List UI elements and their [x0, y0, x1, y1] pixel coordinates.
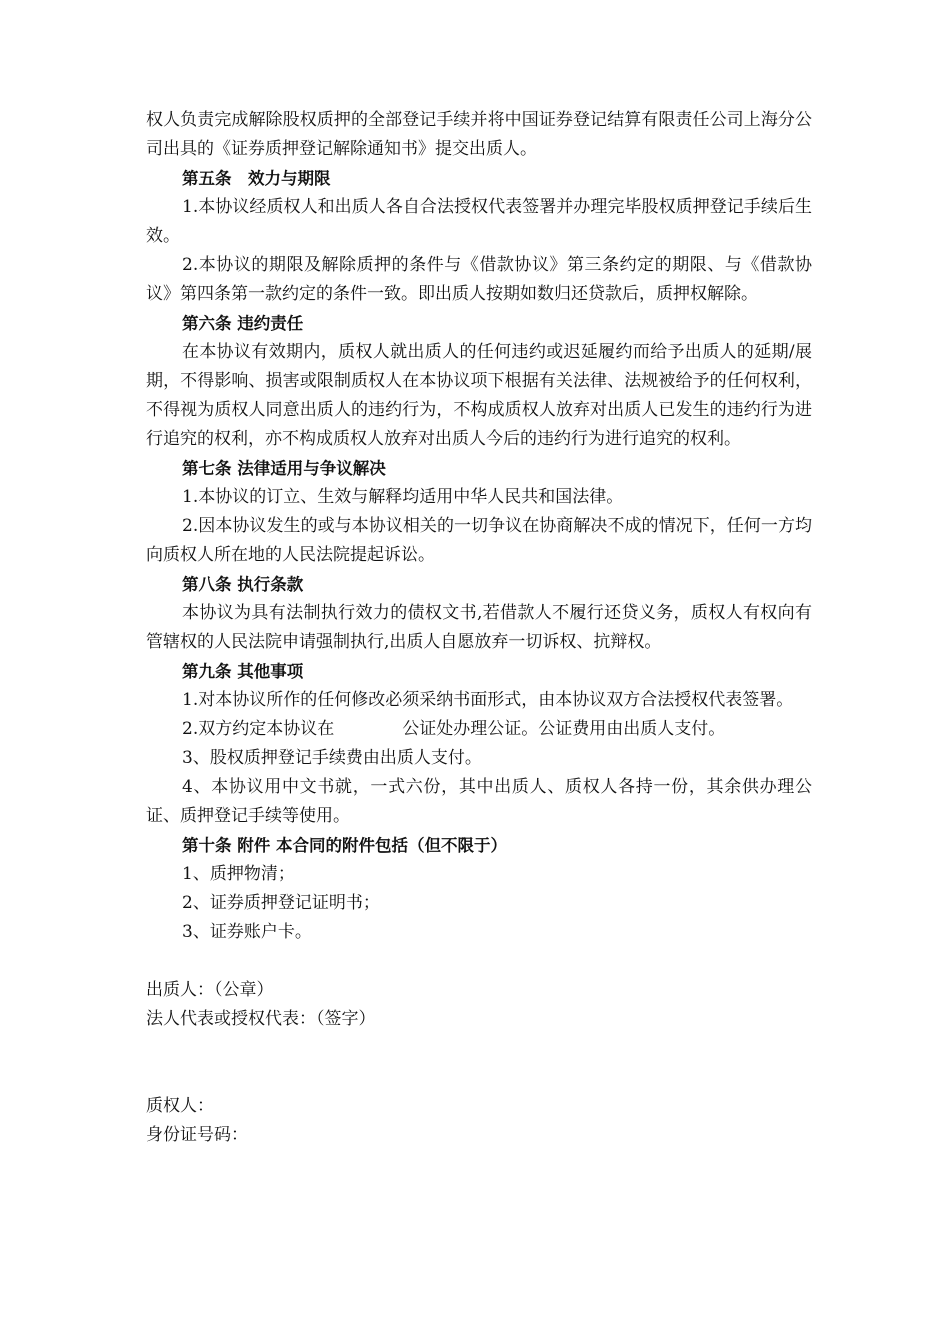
article-9-clause-1: 1.对本协议所作的任何修改必须采纳书面形式，由本协议双方合法授权代表签署。	[182, 690, 794, 710]
article-5-title: 第五条 效力与期限	[182, 169, 331, 188]
pledgor-representative-line: 法人代表或授权代表：（签字）	[146, 1009, 376, 1029]
attachment-item: 2、证券质押登记证明书；	[182, 893, 380, 913]
attachment-item: 1、质押物清；	[182, 864, 295, 884]
article-6-title: 第六条 违约责任	[182, 314, 304, 333]
pledgor-seal-line: 出质人：（公章）	[146, 980, 274, 1000]
attachment-item: 3、证券账户卡。	[182, 922, 312, 942]
document-body	[146, 106, 812, 1150]
article-7-clause-1: 1.本协议的订立、生效与解释均适用中华人民共和国法律。	[182, 487, 624, 507]
intro-paragraph: 权人负责完成解除股权质押的全部登记手续并将中国证券登记结算有限责任公司上海分公司出具的《证券质押登记解除通知书》提交出质人。	[146, 110, 812, 159]
article-7-title: 第七条 法律适用与争议解决	[182, 459, 386, 478]
article-8-title: 第八条 执行条款	[182, 575, 304, 594]
article-6-clause-1: 在本协议有效期内，质权人就出质人的任何违约或迟延履约而给予出质人的延期/展期，不得影响、损害或限制质权人在本协议项下根据有关法律、法规被给予的任何权利，不得视为质权人同意出质人的违约行为，不构成质权人放弃对出质人已发生的违约行为进行追究的权利，亦不构成质权人放弃对出质人今后的违约行为进行追究的权利。	[146, 342, 812, 449]
article-5-clause-2: 2.本协议的期限及解除质押的条件与《借款协议》第三条约定的期限、与《借款协议》第四条第一款约定的条件一致。即出质人按期如数归还贷款后，质押权解除。	[146, 255, 812, 304]
article-9-clause-2-end: 公证处办理公证。公证费用由出质人支付。	[402, 719, 726, 739]
article-8-clause-1: 本协议为具有法制执行效力的债权文书,若借款人不履行还贷义务，质权人有权向有管辖权的人民法院申请强制执行,出质人自愿放弃一切诉权、抗辩权。	[146, 603, 812, 652]
article-9-clause-3: 3、股权质押登记手续费由出质人支付。	[182, 748, 482, 768]
pledgee-line: 质权人：	[146, 1096, 214, 1116]
article-10-title: 第十条 附件 本合同的附件包括（但不限于）	[182, 836, 507, 855]
article-9-clause-2-start: 2.双方约定本协议在	[182, 719, 335, 739]
article-9-clause-4: 4、本协议用中文书就，一式六份，其中出质人、质权人各持一份，其余供办理公证、质押登记手续等使用。	[146, 777, 812, 826]
article-5-clause-1: 1.本协议经质权人和出质人各自合法授权代表签署并办理完毕股权质押登记手续后生效。	[146, 197, 812, 246]
article-9-clause-2	[146, 715, 812, 744]
article-9-title: 第九条 其他事项	[182, 662, 304, 681]
id-number-line: 身份证号码：	[146, 1125, 248, 1145]
article-7-clause-2: 2.因本协议发生的或与本协议相关的一切争议在协商解决不成的情况下，任何一方均向质权人所在地的人民法院提起诉讼。	[146, 516, 812, 565]
